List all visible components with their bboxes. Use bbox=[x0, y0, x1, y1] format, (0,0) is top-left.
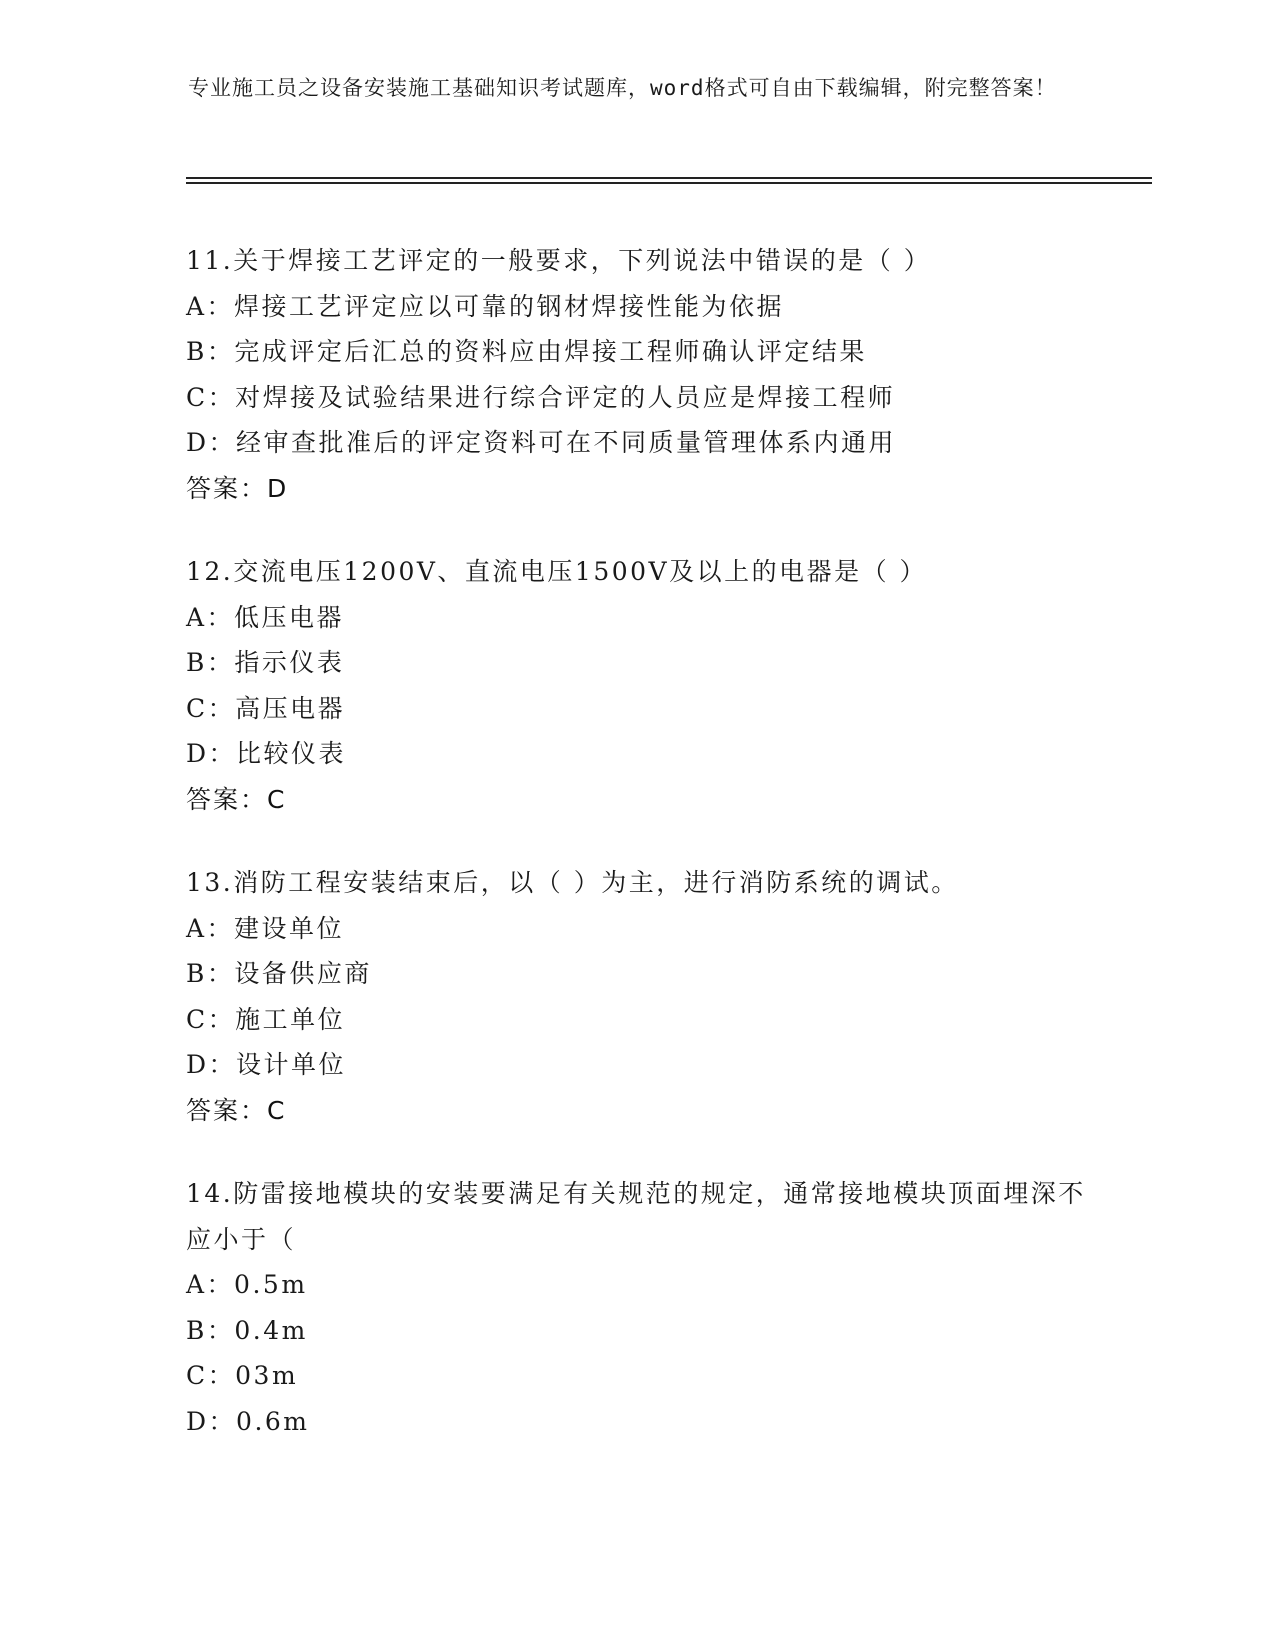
option-d: D：设计单位 bbox=[186, 1050, 347, 1079]
option-a: A：建设单位 bbox=[186, 913, 345, 943]
answer-label: 答案：C bbox=[186, 1095, 287, 1125]
option-b: B：完成评定后汇总的资料应由焊接工程师确认评定结果 bbox=[186, 337, 867, 366]
question-13 bbox=[186, 860, 1146, 1133]
question-14 bbox=[186, 1171, 1146, 1444]
answer-label: 答案：D bbox=[186, 473, 289, 503]
option-a: A：0.5m bbox=[186, 1270, 308, 1299]
question-list bbox=[186, 238, 1146, 1482]
header-divider-top bbox=[186, 177, 1152, 179]
question-12 bbox=[186, 549, 1146, 822]
question-stem: 12.交流电压1200V、直流电压1500V及以上的电器是（ ） bbox=[186, 557, 928, 586]
question-stem: 14.防雷接地模块的安装要满足有关规范的规定，通常接地模块顶面埋深不应小于（ bbox=[186, 1179, 1086, 1254]
header-divider-bottom bbox=[186, 182, 1152, 184]
option-d: D：0.6m bbox=[186, 1406, 310, 1436]
option-d: D：比较仪表 bbox=[186, 739, 347, 768]
question-stem: 13.消防工程安装结束后，以（ ）为主，进行消防系统的调试。 bbox=[186, 868, 959, 897]
option-b: B：设备供应商 bbox=[186, 959, 372, 988]
document-header: 专业施工员之设备安装施工基础知识考试题库，word格式可自由下载编辑，附完整答案！ bbox=[188, 76, 1057, 100]
option-c: C：对焊接及试验结果进行综合评定的人员应是焊接工程师 bbox=[186, 382, 896, 412]
option-d: D：经审查批准后的评定资料可在不同质量管理体系内通用 bbox=[186, 428, 897, 457]
question-11 bbox=[186, 238, 1146, 511]
option-b: B：指示仪表 bbox=[186, 648, 345, 677]
question-stem: 11.关于焊接工艺评定的一般要求，下列说法中错误的是（ ） bbox=[186, 246, 932, 275]
answer-label: 答案：C bbox=[186, 784, 287, 814]
option-a: A：焊接工艺评定应以可靠的钢材焊接性能为依据 bbox=[186, 291, 785, 321]
option-b: B：0.4m bbox=[186, 1315, 308, 1345]
option-a: A：低压电器 bbox=[186, 602, 345, 632]
option-c: C：03m bbox=[186, 1361, 299, 1390]
option-c: C：高压电器 bbox=[186, 693, 346, 723]
option-c: C：施工单位 bbox=[186, 1004, 346, 1034]
